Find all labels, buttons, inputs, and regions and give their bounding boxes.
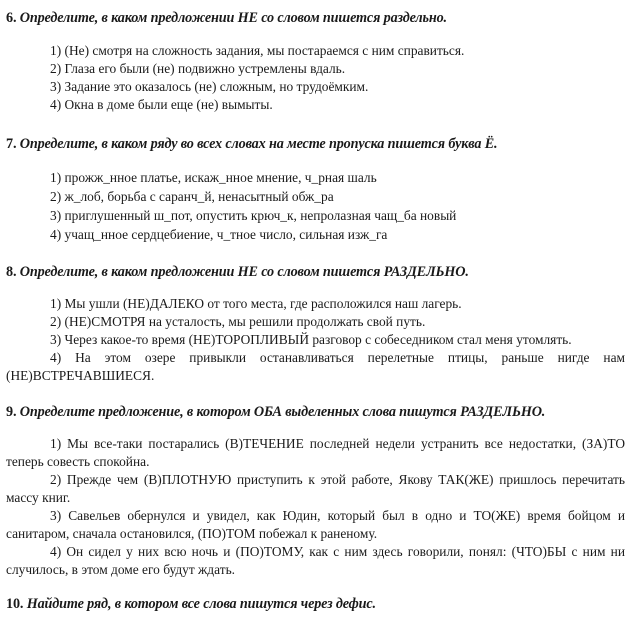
question-title bbox=[6, 10, 625, 27]
option-item: 2) ж_лоб, борьба с саранч_й, ненасытный обж_ра bbox=[50, 189, 334, 204]
option-item: 1) Мы все-таки постарались (В)ТЕЧЕНИЕ последней недели устранить все недостатки, (ЗА)ТО теперь совесть спокойна. bbox=[6, 436, 625, 469]
option-item: 2) (НЕ)СМОТРЯ на усталость, мы решили продолжать свой путь. bbox=[50, 314, 426, 329]
question-title bbox=[6, 596, 625, 613]
question-number: 7. bbox=[6, 136, 17, 152]
option-item: 1) Мы ушли (НЕ)ДАЛЕКО от того места, где расположился наш лагерь. bbox=[50, 296, 462, 311]
question-9 bbox=[6, 404, 625, 579]
option-item: 2) Глаза его были (не) подвижно устремлены вдаль. bbox=[50, 61, 346, 76]
question-title bbox=[6, 404, 625, 421]
question-number: 6. bbox=[6, 10, 17, 26]
option-list bbox=[6, 295, 625, 385]
question-number: 9. bbox=[6, 404, 17, 420]
option-item: 1) (Не) смотря на сложность задания, мы постараемся с ним справиться. bbox=[50, 43, 465, 58]
option-list bbox=[6, 168, 625, 244]
option-list bbox=[6, 435, 625, 579]
option-item: 1) прожж_нное платье, искаж_нное мнение, ч_рная шаль bbox=[50, 170, 377, 185]
question-text: Определите, в каком предложении НЕ со словом пишется РАЗДЕЛЬНО. bbox=[19, 264, 469, 280]
question-number: 10. bbox=[6, 596, 24, 612]
question-text: Определите, в каком предложении НЕ со словом пишется раздельно. bbox=[19, 10, 447, 26]
option-item: 3) приглушенный ш_пот, опустить крюч_к, непролазная чащ_ба новый bbox=[50, 208, 457, 223]
question-6 bbox=[6, 10, 625, 114]
option-item: 4) Окна в доме были еще (не) вымыты. bbox=[50, 97, 273, 112]
question-title bbox=[6, 264, 625, 281]
question-8 bbox=[6, 264, 625, 385]
question-10 bbox=[6, 596, 625, 613]
option-item: 3) Задание это оказалось (не) сложным, но трудоёмким. bbox=[50, 79, 369, 94]
option-item: 3) Через какое-то время (НЕ)ТОРОПЛИВЫЙ разговор с собеседником стал меня утомлять. bbox=[50, 332, 572, 347]
option-item: 4) учащ_нное сердцебиение, ч_тное число, сильная изж_га bbox=[50, 227, 388, 242]
question-7 bbox=[6, 136, 625, 244]
question-number: 8. bbox=[6, 264, 17, 280]
option-item: 2) Прежде чем (В)ПЛОТНУЮ приступить к этой работе, Якову ТАК(ЖЕ) пришлось перечитать массу книг. bbox=[6, 472, 625, 505]
option-item: 4) Он сидел у них всю ночь и (ПО)ТОМУ, как с ним здесь говорили, понял: (ЧТО)БЫ с ним ни случилось, в этом доме его будут ждать. bbox=[6, 544, 625, 577]
option-item: 4) На этом озере привыкли останавливаться перелетные птицы, раньше нигде нам (НЕ)ВСТРЕЧАВШИЕСЯ. bbox=[6, 350, 625, 383]
question-text: Определите, в каком ряду во всех словах на месте пропуска пишется буква Ё. bbox=[19, 136, 498, 152]
question-title bbox=[6, 136, 625, 153]
question-text: Определите предложение, в котором ОБА выделенных слова пишутся РАЗДЕЛЬНО. bbox=[19, 404, 546, 420]
option-item: 3) Савельев обернулся и увидел, как Юдин, который был в одно и ТО(ЖЕ) время бойцом и санитаром, сначала остановился, (ПО)ТОМ побежал к раненому. bbox=[6, 508, 625, 541]
question-text: Найдите ряд, в котором все слова пишутся через дефис. bbox=[26, 596, 376, 612]
option-list bbox=[6, 42, 625, 114]
